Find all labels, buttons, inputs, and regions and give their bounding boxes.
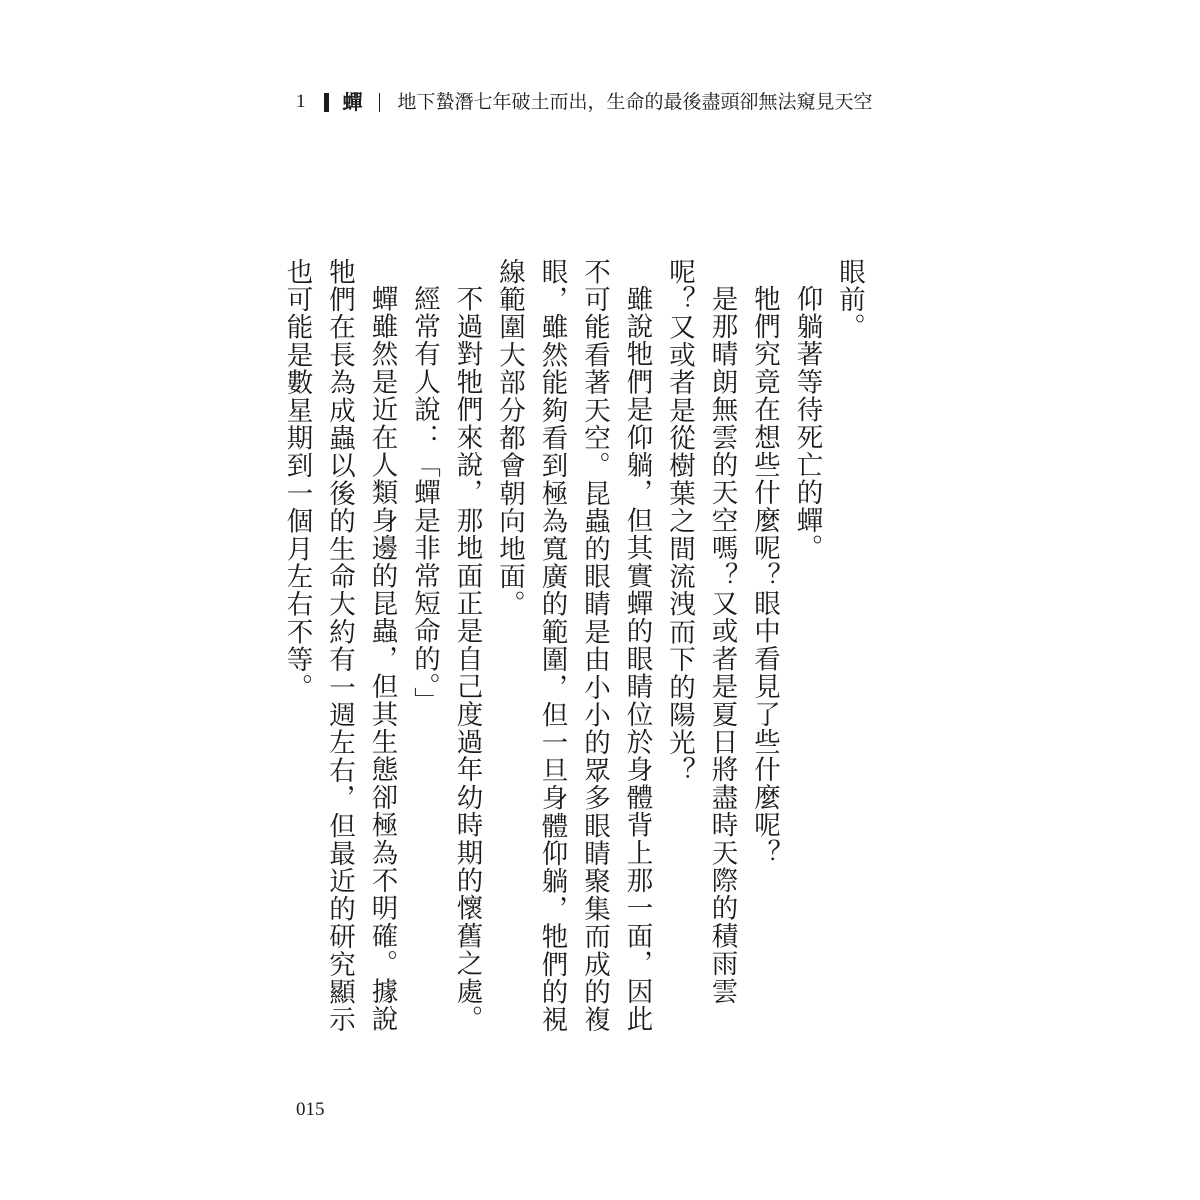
paragraph: 不過對牠們來說，那地面正是自己度過年幼時期的懷舊之處。 <box>451 284 483 1033</box>
header-thick-divider <box>324 93 329 112</box>
running-header <box>296 87 873 117</box>
chapter-subtitle: 地下蟄潛七年破土而出，生命的最後盡頭卻無法窺見天空 <box>397 91 873 113</box>
paragraph: 牠們究竟在想些什麼呢？眼中看見了些什麼呢？ <box>749 284 780 867</box>
header-thin-divider <box>379 93 380 112</box>
chapter-title: 蟬 <box>342 90 363 114</box>
paragraph: 經常有人說：「蟬是非常短命的。」 <box>409 284 440 715</box>
paragraph: 蟬雖然是近在人類身邊的昆蟲，但其生態卻極為不明確。據說牠們在長為成蟲以後的生命大約有一週左右，但最近的研究顯示也可能是數星期到一個月左右不等。 <box>281 258 398 1034</box>
paragraph-continued: 眼前。 <box>834 258 865 342</box>
paragraph: 仰躺著等待死亡的蟬。 <box>791 284 823 562</box>
paragraph: 雖說牠們是仰躺，但其實蟬的眼睛位於身體背上那一面，因此不可能看著天空。昆蟲的眼睛是由小小的眾多眼睛聚集而成的複眼，雖然能夠看到極為寬廣的範圍，但一旦身體仰躺，牠們的視線範圍大部分都會朝向地面。 <box>494 258 653 1034</box>
vertical-body-text <box>275 258 870 1038</box>
page-number: 015 <box>296 1099 325 1120</box>
chapter-number: 1 <box>296 91 306 112</box>
paragraph: 是那晴朗無雲的天空嗎？又或者是夏日將盡時天際的積雨雲呢？又或者是從樹葉之間流洩而下的陽光？ <box>664 258 738 1005</box>
